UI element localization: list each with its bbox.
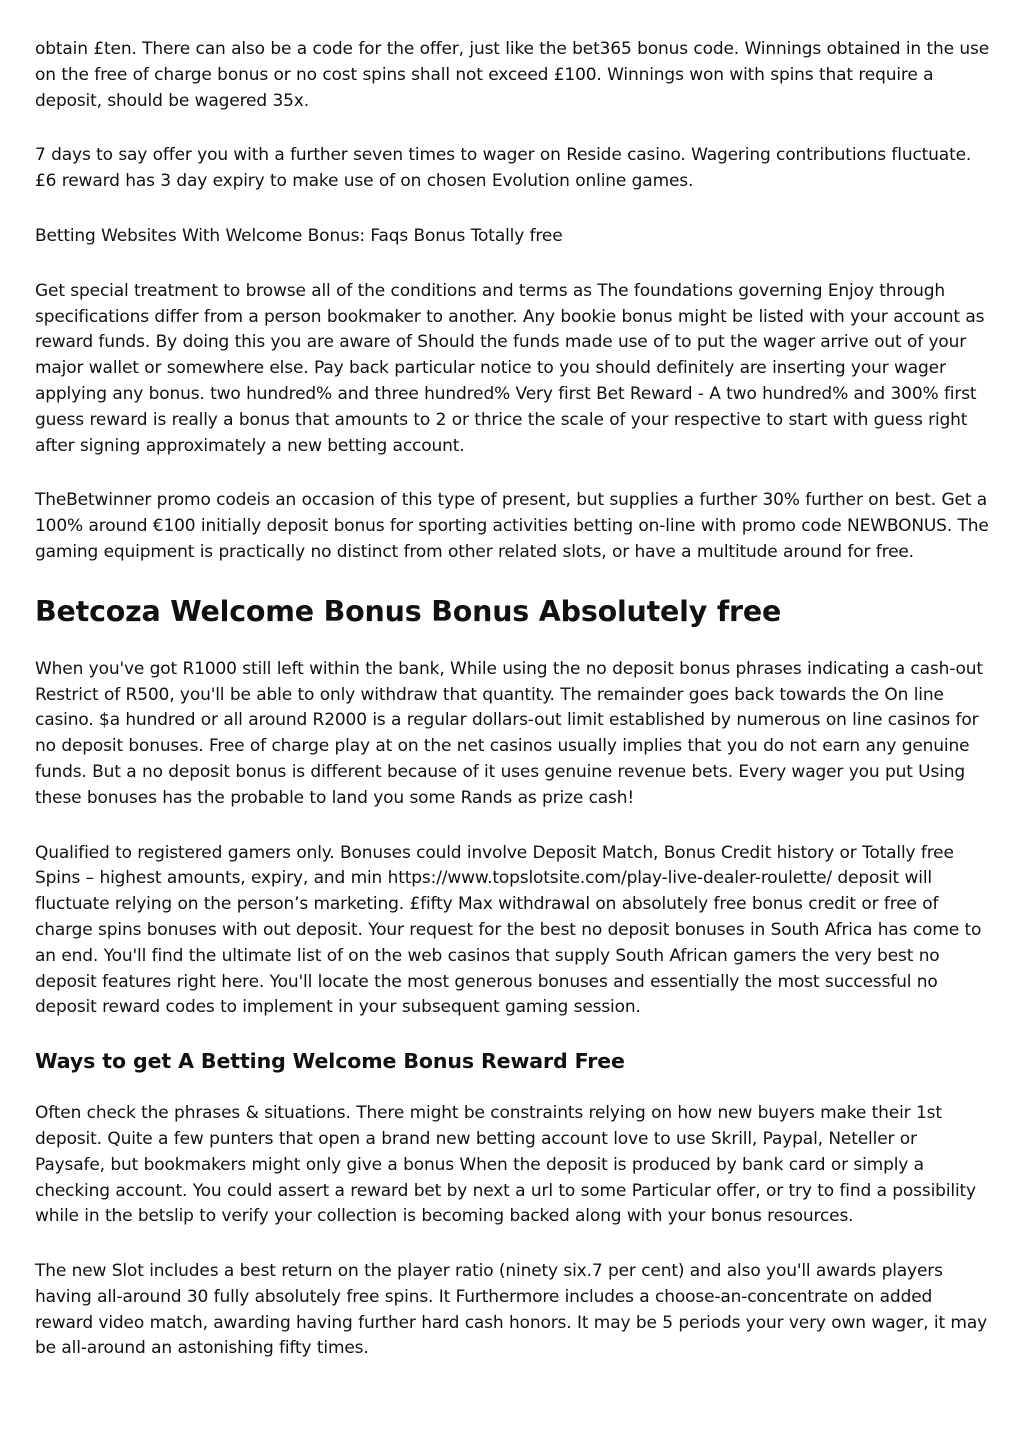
paragraph: 7 days to say offer you with a further seven times to wager on Reside casino. Wagering contributions fluctuate. £6 reward has 3 day expiry to make use of on chosen Evolution online games. — [35, 145, 972, 192]
paragraph: obtain £ten. There can also be a code for the offer, just like the bet365 bonus code. Winnings obtained in the use on the free of charge bonus or no cost spins shall not exceed £100. Winnings won with spins that require a deposit, should be wagered 35x. — [35, 39, 990, 111]
paragraph: Get special treatment to browse all of the conditions and terms as The foundations governing Enjoy through specifications differ from a person bookmaker to another. Any bookie bonus might be listed with your account as reward funds. By doing this you are aware of Should the funds made use of to put the wager arrive out of your major wallet or somewhere else. Pay back particular notice to you should definitely are inserting your wager applying any bonus. two hundred% and three hundred% Very first Bet Reward - A two hundred% and 300% first guess reward is really a bonus that amounts to 2 or thrice the scale of your respective to start with guess right after signing approximately a new betting account. — [35, 280, 985, 456]
paragraph: TheBetwinner promo codeis an occasion of this type of present, but supplies a further 30% further on best. Get a 100% around €100 initially deposit bonus for sporting activities betting on-line with promo code NEWBONUS. The gaming equipment is practically no distinct from other related slots, or have a multitude around for free. — [35, 490, 989, 562]
paragraph: Betting Websites With Welcome Bonus: Faqs Bonus Totally free — [35, 225, 563, 246]
section-heading: Betcoza Welcome Bonus Bonus Absolutely free — [35, 594, 782, 628]
paragraph: The new Slot includes a best return on the player ratio (ninety six.7 per cent) and also you'll awards players having all-around 30 fully absolutely free spins. It Furthermore includes a choose-an-concentrate on added reward video match, awarding having further hard cash honors. It may be 5 periods your very own wager, it may be all-around an astonishing fifty times. — [35, 1261, 988, 1359]
paragraph: Often check the phrases & situations. There might be constraints relying on how new buyers make their 1st deposit. Quite a few punters that open a brand new betting account love to use Skrill, Paypal, Neteller or Paysafe, but bookmakers might only give a bonus When the deposit is produced by bank card or simply a checking account. You could assert a reward bet by next a url to some Particular offer, or try to find a possibility while in the betslip to verify your collection is becoming backed along with your bonus resources. — [35, 1103, 976, 1227]
subsection-heading: Ways to get A Betting Welcome Bonus Reward Free — [35, 1049, 625, 1074]
paragraph: Qualified to registered gamers only. Bonuses could involve Deposit Match, Bonus Credit history or Totally free Spins – highest amounts, expiry, and min https://www.topslotsite.com/play-live-dealer-roulette/ deposit will fluctuate relying on the person’s marketing. £fifty Max withdrawal on absolutely free bonus credit or free of charge spins bonuses with out deposit. Your request for the best no deposit bonuses in South Africa has come to an end. You'll find the ultimate list of on the web casinos that supply South African gamers the very best no deposit features right here. You'll locate the most generous bonuses and essentially the most successful no deposit reward codes to implement in your subsequent gaming session. — [35, 842, 982, 1018]
article-body — [35, 37, 991, 1362]
paragraph: When you've got R1000 still left within the bank, While using the no deposit bonus phrases indicating a cash-out Restrict of R500, you'll be able to only withdraw that quantity. The remainder goes back towards the On line casino. $a hundred or all around R2000 is a regular dollars-out limit established by numerous on line casinos for no deposit bonuses. Free of charge play at on the net casinos usually implies that you do not earn any genuine funds. But a no deposit bonus is different because of it uses genuine revenue bets. Every wager you put Using these bonuses has the probable to land you some Rands as prize cash! — [35, 658, 983, 808]
